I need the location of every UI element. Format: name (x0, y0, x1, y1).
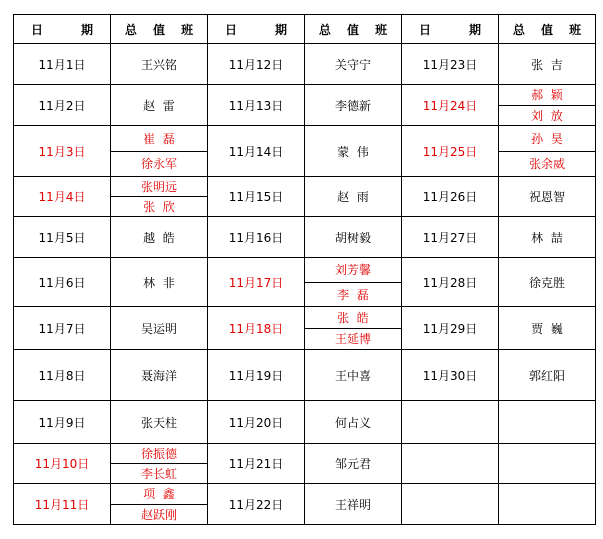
date-cell: 11月27日 (402, 217, 499, 258)
duty-officer-cell (305, 85, 402, 126)
date-cell: 11月26日 (402, 177, 499, 217)
date-cell: 11月4日 (14, 177, 111, 217)
officer-name: 崔 磊 (111, 126, 207, 152)
duty-officer-cell (111, 85, 208, 126)
split-officer-cell (111, 444, 207, 483)
duty-officer-cell (111, 444, 208, 484)
duty-officer-cell (499, 217, 596, 258)
date-cell: 11月6日 (14, 258, 111, 307)
officer-name: 项 鑫 (111, 484, 207, 505)
officer-name: 何占义 (334, 415, 371, 430)
duty-officer-cell (111, 44, 208, 85)
duty-officer-cell (499, 85, 596, 126)
duty-officer-cell (499, 350, 596, 401)
date-cell: 11月24日 (402, 85, 499, 126)
date-cell: 11月28日 (402, 258, 499, 307)
date-cell: 11月15日 (208, 177, 305, 217)
date-cell: 11月1日 (14, 44, 111, 85)
duty-officer-cell (111, 401, 208, 444)
roster-row (14, 217, 596, 258)
duty-officer-cell (111, 258, 208, 307)
officer-name: 张 吉 (531, 57, 563, 72)
officer-name: 邹元君 (334, 457, 371, 471)
date-cell: 11月29日 (402, 307, 499, 350)
officer-name: 张天柱 (140, 415, 177, 430)
officer-name: 李 磊 (337, 287, 369, 302)
date-cell: 11月11日 (14, 484, 111, 525)
officer-name: 王祥明 (334, 497, 371, 512)
date-cell: 11月17日 (208, 258, 305, 307)
date-cell: 11月30日 (402, 350, 499, 401)
date-cell: 11月10日 (14, 444, 111, 484)
header-date-2: 日 期 (208, 15, 305, 44)
duty-officer-cell (499, 258, 596, 307)
date-cell: 11月2日 (14, 85, 111, 126)
date-cell: 11月7日 (14, 307, 111, 350)
officer-name: 蒙 伟 (337, 144, 369, 159)
date-cell: 11月20日 (208, 401, 305, 444)
officer-name: 郭红阳 (528, 368, 565, 383)
officer-name: 张余威 (528, 157, 565, 172)
duty-officer-cell (305, 350, 402, 401)
duty-officer-cell (305, 258, 402, 307)
roster-row (14, 177, 596, 217)
duty-officer-cell (499, 401, 596, 444)
split-officer-cell (305, 307, 401, 349)
date-cell: 11月14日 (208, 126, 305, 177)
roster-row (14, 484, 596, 525)
duty-officer-cell (305, 217, 402, 258)
date-cell (402, 484, 499, 525)
duty-officer-cell (111, 177, 208, 217)
split-officer-cell (305, 258, 401, 306)
roster-row (14, 258, 596, 307)
officer-name: 赵跃刚 (140, 507, 177, 522)
duty-officer-cell (499, 307, 596, 350)
header-date-1: 日 期 (14, 15, 111, 44)
duty-officer-cell (305, 44, 402, 85)
officer-name: 王兴铭 (140, 57, 177, 72)
date-cell: 11月8日 (14, 350, 111, 401)
split-officer-cell (499, 85, 595, 125)
officer-name: 刘芳馨 (305, 258, 401, 283)
roster-row (14, 44, 596, 85)
duty-officer-cell (305, 177, 402, 217)
roster-row (14, 85, 596, 126)
officer-name: 徐永军 (140, 157, 177, 172)
officer-name: 李长虹 (140, 467, 177, 481)
header-date-3: 日 期 (402, 15, 499, 44)
date-cell: 11月25日 (402, 126, 499, 177)
roster-row (14, 350, 596, 401)
officer-name: 徐振德 (111, 444, 207, 464)
duty-officer-cell (111, 307, 208, 350)
date-cell: 11月19日 (208, 350, 305, 401)
duty-roster-table (13, 14, 596, 525)
officer-name: 王延博 (334, 332, 371, 347)
duty-officer-cell (111, 217, 208, 258)
date-cell: 11月3日 (14, 126, 111, 177)
officer-name: 郝 颖 (499, 85, 595, 106)
officer-name: 关守宁 (334, 57, 371, 72)
date-cell: 11月21日 (208, 444, 305, 484)
duty-officer-cell (499, 484, 596, 525)
date-cell: 11月5日 (14, 217, 111, 258)
duty-officer-cell (499, 444, 596, 484)
officer-name: 赵 雨 (337, 190, 369, 204)
officer-name: 徐克胜 (528, 275, 565, 290)
date-cell (402, 401, 499, 444)
date-cell: 11月23日 (402, 44, 499, 85)
officer-name: 刘 放 (531, 108, 563, 123)
roster-row (14, 444, 596, 484)
header-duty-2: 总 值 班 (305, 15, 402, 44)
officer-name: 林 非 (143, 275, 175, 290)
roster-row (14, 307, 596, 350)
officer-name: 李德新 (334, 98, 371, 113)
header-duty-3: 总 值 班 (499, 15, 596, 44)
roster-row (14, 126, 596, 177)
officer-name: 聂海洋 (140, 368, 177, 383)
officer-name: 张明远 (111, 177, 207, 197)
date-cell: 11月22日 (208, 484, 305, 525)
duty-officer-cell (305, 401, 402, 444)
officer-name: 贾 巍 (531, 321, 563, 336)
officer-name: 胡树毅 (334, 230, 371, 245)
officer-name: 赵 雷 (143, 98, 175, 113)
split-officer-cell (499, 126, 595, 176)
officer-name: 孙 昊 (499, 126, 595, 152)
date-cell: 11月12日 (208, 44, 305, 85)
date-cell: 11月16日 (208, 217, 305, 258)
duty-officer-cell (111, 484, 208, 525)
duty-officer-cell (111, 126, 208, 177)
duty-officer-cell (499, 177, 596, 217)
date-cell: 11月13日 (208, 85, 305, 126)
officer-name: 越 皓 (143, 230, 175, 245)
date-cell: 11月9日 (14, 401, 111, 444)
officer-name: 林 喆 (531, 230, 563, 245)
split-officer-cell (111, 484, 207, 524)
duty-officer-cell (305, 444, 402, 484)
split-officer-cell (111, 126, 207, 176)
duty-officer-cell (305, 126, 402, 177)
header-duty-1: 总 值 班 (111, 15, 208, 44)
roster-row (14, 401, 596, 444)
duty-officer-cell (499, 126, 596, 177)
duty-officer-cell (499, 44, 596, 85)
officer-name: 张 欣 (143, 200, 175, 214)
officer-name: 祝恩智 (528, 190, 565, 204)
date-cell: 11月18日 (208, 307, 305, 350)
duty-officer-cell (305, 307, 402, 350)
officer-name: 吴运明 (140, 321, 177, 336)
header-row (14, 15, 596, 44)
duty-officer-cell (305, 484, 402, 525)
duty-officer-cell (111, 350, 208, 401)
officer-name: 张 皓 (305, 307, 401, 329)
split-officer-cell (111, 177, 207, 216)
officer-name: 王中喜 (334, 368, 371, 383)
date-cell (402, 444, 499, 484)
